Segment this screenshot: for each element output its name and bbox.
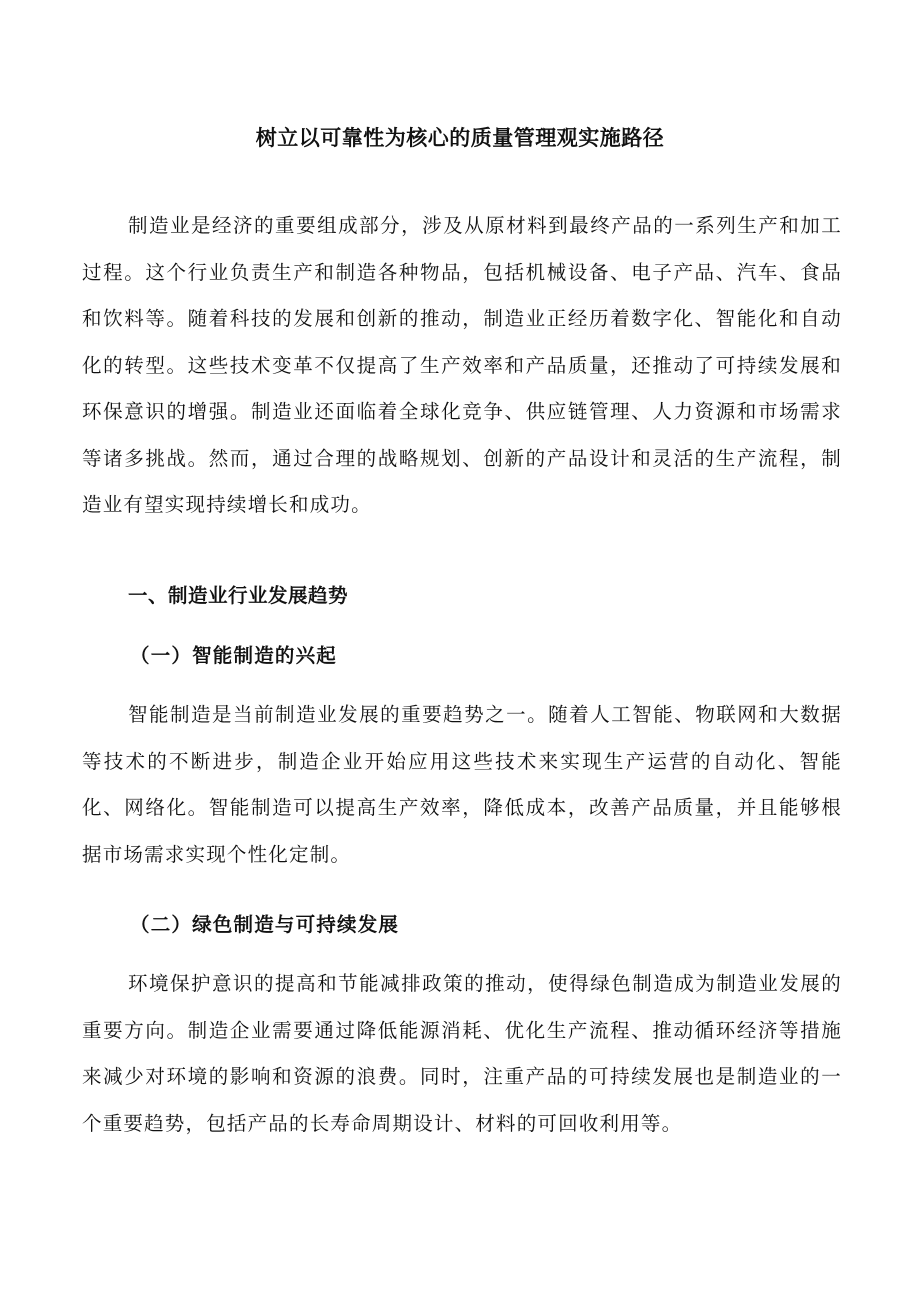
section-heading-1: 一、制造业行业发展趋势 <box>128 584 349 607</box>
document-title: 树立以可靠性为核心的质量管理观实施路径 <box>255 126 665 150</box>
subsection-heading-2: （二）绿色制造与可持续发展 <box>130 913 400 936</box>
intro-paragraph: 制造业是经济的重要组成部分，涉及从原材料到最终产品的一系列生产和加工过程。这个行业负责生产和制造各种物品，包括机械设备、电子产品、汽车、食品和饮料等。随着科技的发展和创新的推动，制造业正经历着数字化、智能化和自动化的转型。这些技术变革不仅提高了生产效率和产品质量，还推动了可持续发展和环保意识的增强。制造业还面临着全球化竞争、供应链管理、人力资源和市场需求等诸多挑战。然而，通过合理的战略规划、创新的产品设计和灵活的生产流程，制造业有望实现持续增长和成功。 <box>82 214 842 516</box>
subsection-2-paragraph: 环境保护意识的提高和节能减排政策的推动，使得绿色制造成为制造业发展的重要方向。制造企业需要通过降低能源消耗、优化生产流程、推动循环经济等措施来减少对环境的影响和资源的浪费。同时，注重产品的可持续发展也是制造业的一个重要趋势，包括产品的长寿命周期设计、材料的可回收利用等。 <box>82 972 842 1135</box>
subsection-1-paragraph: 智能制造是当前制造业发展的重要趋势之一。随着人工智能、物联网和大数据等技术的不断进步，制造企业开始应用这些技术来实现生产运营的自动化、智能化、网络化。智能制造可以提高生产效率，降低成本，改善产品质量，并且能够根据市场需求实现个性化定制。 <box>82 703 842 866</box>
subsection-heading-1: （一）智能制造的兴起 <box>130 644 338 667</box>
